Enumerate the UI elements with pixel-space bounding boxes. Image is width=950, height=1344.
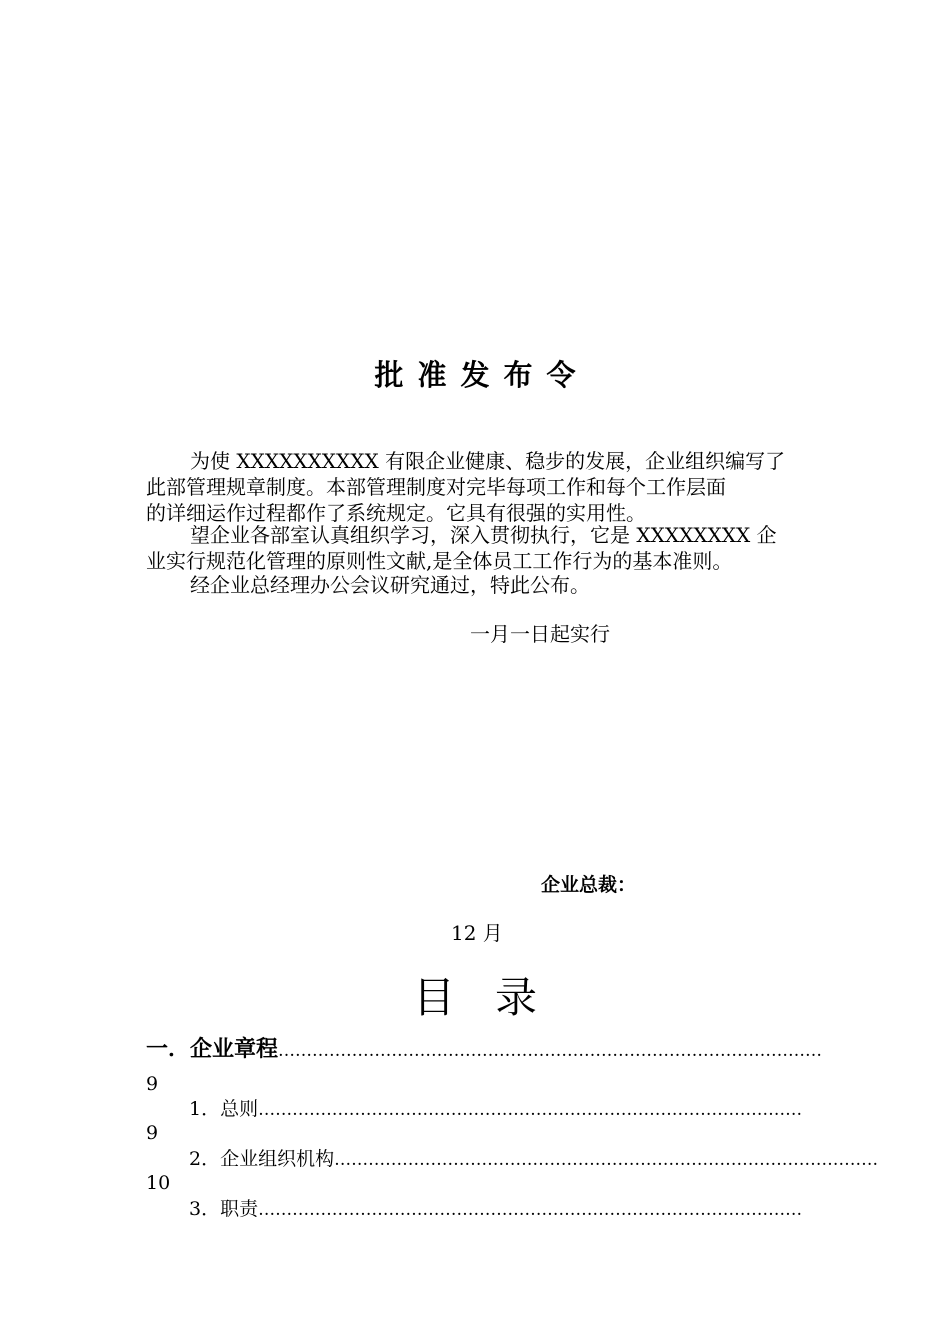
toc-entry-label: 3．职责 (189, 1198, 259, 1220)
paragraph-line: 的详细运作过程都作了系统规定。它具有很强的实用性。 (146, 501, 646, 525)
toc-leader-dots: …………………………………………………………………………………… (278, 1041, 823, 1061)
president-signature-label: 企业总裁： (541, 874, 637, 896)
toc-page-number: 9 (146, 1073, 159, 1095)
paragraph-2 (146, 522, 810, 574)
paragraph-line: 望企业各部室认真组织学习，深入贯彻执行，它是 XXXXXXXX 企 (190, 523, 777, 547)
paragraph-3 (146, 572, 810, 598)
toc-title: 目录 (412, 973, 577, 1022)
toc-entry-company-charter[interactable] (146, 1032, 823, 1062)
toc-leader-dots: …………………………………………………………………………………… (258, 1100, 803, 1120)
toc-entry-label: 2．企业组织机构 (189, 1148, 335, 1170)
paragraph-1 (146, 448, 810, 526)
issue-month: 12 月 (451, 921, 503, 945)
toc-entry-general[interactable] (189, 1094, 806, 1124)
notice-title: 批准发布令 (374, 358, 590, 392)
toc-leader-dots: …………………………………………………………………………………… (258, 1200, 803, 1220)
effective-date: 一月一日起实行 (470, 622, 610, 646)
toc-page-number: 9 (146, 1122, 159, 1144)
paragraph-line: 业实行规范化管理的原则性文献,是全体员工工作行为的基本准则。 (146, 549, 733, 573)
toc-leader-dots: …………………………………………………………………………………… (334, 1150, 879, 1170)
toc-entry-label: 一．企业章程 (146, 1037, 279, 1062)
paragraph-line: 此部管理规章制度。本部管理制度对完毕每项工作和每个工作层面 (146, 475, 726, 499)
toc-page-number: 10 (146, 1172, 171, 1194)
toc-entry-label: 1．总则 (189, 1098, 259, 1120)
paragraph-line: 经企业总经理办公会议研究通过，特此公布。 (190, 573, 590, 597)
toc-entry-organization[interactable] (189, 1144, 879, 1174)
paragraph-line: 为使 XXXXXXXXXX 有限企业健康、稳步的发展，企业组织编写了 (190, 449, 786, 473)
toc-entry-responsibilities[interactable] (189, 1194, 806, 1224)
